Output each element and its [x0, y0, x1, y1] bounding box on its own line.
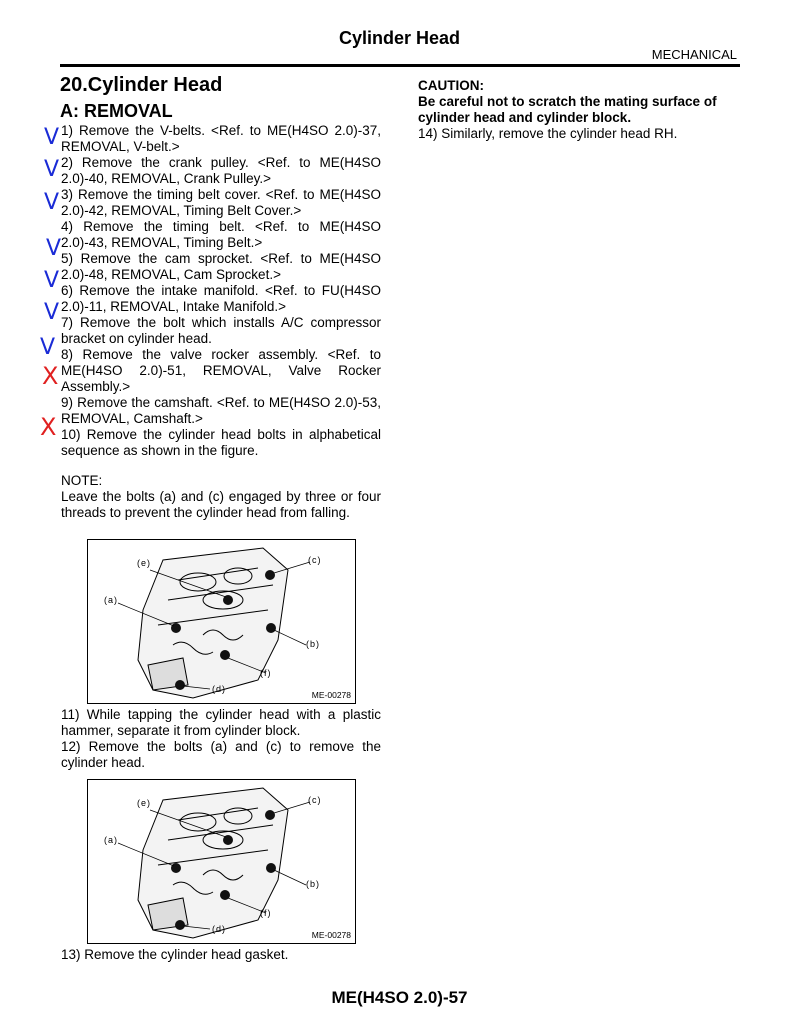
section-subtitle: A: REMOVAL: [60, 101, 173, 121]
step-8: 8) Remove the valve rocker assembly. <Ref. to ME(H4SO 2.0)-51, REMOVAL, Valve Rocker Assembly.>: [61, 347, 381, 394]
right-column: [418, 78, 740, 142]
caution-title: CAUTION:: [418, 78, 484, 93]
callout-c: (c): [308, 555, 322, 565]
callout-f: (f): [260, 908, 272, 918]
step-12: 12) Remove the bolts (a) and (c) to remove the cylinder head.: [61, 739, 381, 770]
callout-b: (b): [306, 639, 320, 649]
note-label: NOTE:: [61, 473, 103, 488]
figure-code: ME-00278: [311, 690, 351, 700]
check-mark-5: V: [44, 268, 60, 293]
left-column-bottom: [61, 947, 381, 963]
left-column-middle: [61, 707, 381, 771]
step-2: 2) Remove the crank pulley. <Ref. to ME(H4SO 2.0)-40, REMOVAL, Crank Pulley.>: [61, 155, 381, 186]
section-label: MECHANICAL: [651, 47, 737, 62]
callout-d: (d): [212, 684, 226, 694]
check-mark-4: V: [46, 236, 62, 261]
step-1: 1) Remove the V-belts. <Ref. to ME(H4SO 2.0)-37, REMOVAL, V-belt.>: [61, 123, 381, 154]
page-title: Cylinder Head: [338, 28, 461, 48]
engine-figure-1: [87, 539, 356, 704]
callout-e: (e): [137, 798, 151, 808]
callout-f: (f): [260, 668, 272, 678]
step-14: 14) Similarly, remove the cylinder head RH.: [418, 126, 678, 141]
check-mark-2: V: [44, 157, 60, 182]
callout-c: (c): [308, 795, 322, 805]
figure-code: ME-00278: [311, 930, 351, 940]
step-9: 9) Remove the camshaft. <Ref. to ME(H4SO 2.0)-53, REMOVAL, Camshaft.>: [61, 395, 381, 426]
callout-a: (a): [104, 595, 118, 605]
step-10: 10) Remove the cylinder head bolts in alphabetical sequence as shown in the figure.: [61, 427, 381, 458]
engine-figure-2: [87, 779, 356, 944]
callout-e: (e): [137, 558, 151, 568]
chapter-title: 20.Cylinder Head: [60, 74, 223, 96]
step-13: 13) Remove the cylinder head gasket.: [61, 947, 289, 962]
step-3: 3) Remove the timing belt cover. <Ref. to ME(H4SO 2.0)-42, REMOVAL, Timing Belt Cover.>: [61, 187, 381, 218]
step-6: 6) Remove the intake manifold. <Ref. to FU(H4SO 2.0)-11, REMOVAL, Intake Manifold.>: [61, 283, 381, 314]
check-mark-6: V: [44, 300, 60, 325]
step-5: 5) Remove the cam sprocket. <Ref. to ME(H4SO 2.0)-48, REMOVAL, Cam Sprocket.>: [61, 251, 381, 282]
check-mark-1: V: [44, 125, 60, 150]
note-text: Leave the bolts (a) and (c) engaged by three or four threads to prevent the cylinder head from falling.: [61, 489, 381, 520]
step-7: 7) Remove the bolt which installs A/C compressor bracket on cylinder head.: [61, 315, 381, 346]
header-rule: [60, 64, 740, 67]
callout-d: (d): [212, 924, 226, 934]
callout-b: (b): [306, 879, 320, 889]
caution-text: Be careful not to scratch the mating surface of cylinder head and cylinder block.: [418, 94, 717, 125]
check-mark-3: V: [44, 190, 60, 215]
callout-a: (a): [104, 835, 118, 845]
check-mark-7: V: [40, 335, 56, 360]
cross-mark-8: X: [42, 362, 59, 390]
page-footer: ME(H4SO 2.0)-57: [331, 988, 468, 1007]
left-column: [61, 123, 381, 521]
step-4: 4) Remove the timing belt. <Ref. to ME(H4SO 2.0)-43, REMOVAL, Timing Belt.>: [61, 219, 381, 250]
step-11: 11) While tapping the cylinder head with a plastic hammer, separate it from cylinder block.: [61, 707, 381, 738]
cross-mark-9: X: [40, 413, 57, 441]
